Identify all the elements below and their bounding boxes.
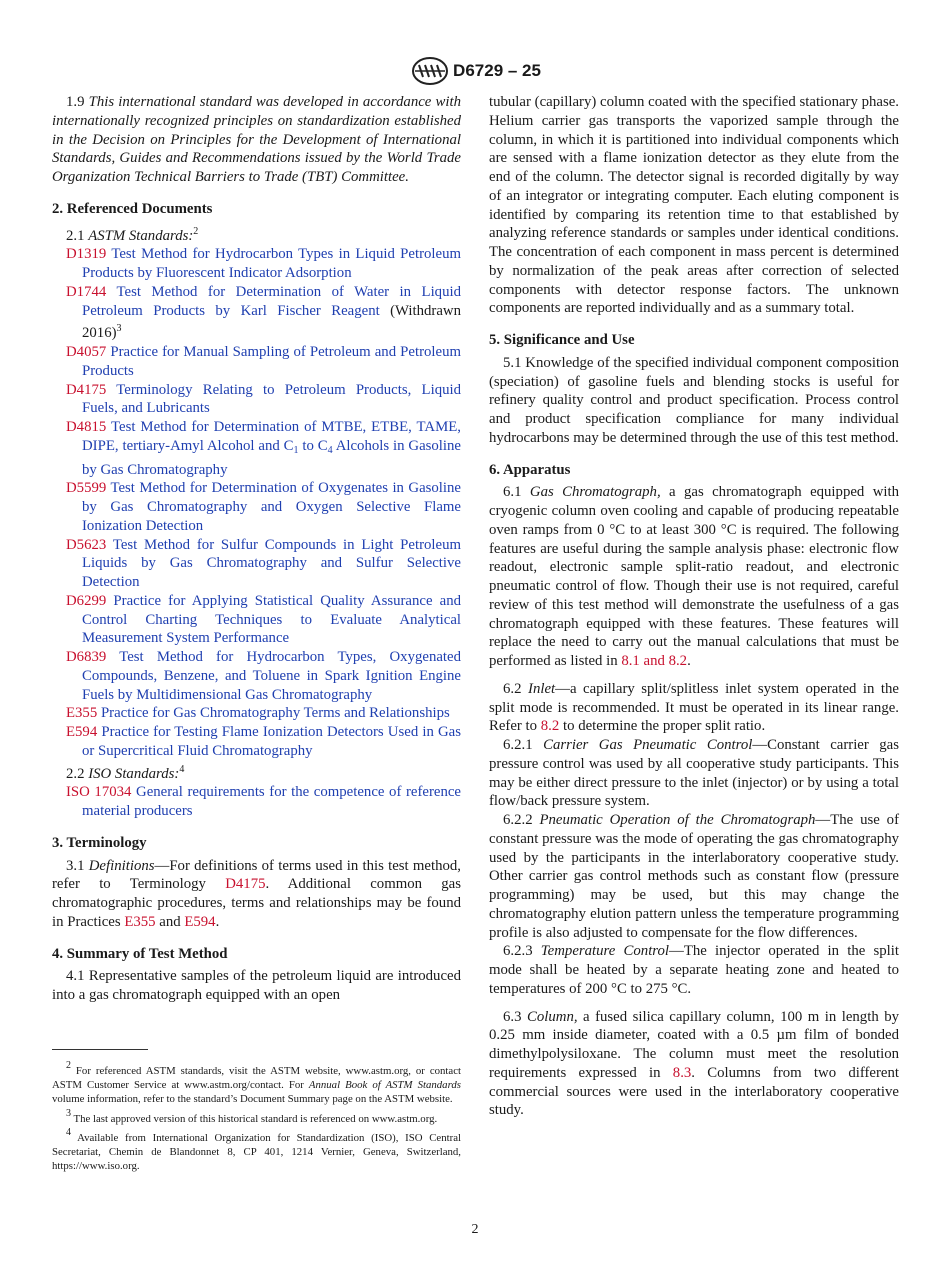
ref-d4057[interactable]: D4057 Practice for Manual Sampling of Petroleum and Petroleum Products	[66, 344, 461, 379]
link-e355[interactable]: E355	[124, 913, 156, 930]
ref-d4815[interactable]: D4815 Test Method for Determination of MTBE, ETBE, TAME, DIPE, tertiary-Amyl Alcohol and $C_1$ to $C_4$ Alcohols in Gasoline by Gas Chromatography	[66, 419, 461, 478]
astm-logo-icon	[409, 56, 451, 86]
paragraph-6-1: 6.1 Gas Chromatograph, a gas chromatograph equipped with cryogenic column oven cooling and capable of producing repeatable oven ramps from 0 °C to at least 300 °C is required. The following features are useful during the sample analysis phase: electronic flow readout, electronic sample split-ratio readout, and electronic pneumatic control of flow. Though their use is not required, careful review of this test method will demonstrate the usefulness of a gas chromatograph equipped with these features. These features will replace the need to carry out the manual calculations that must be performed as listed in 8.1 and 8.2.	[489, 484, 900, 669]
paragraph-6-2-2: 6.2.2 Pneumatic Operation of the Chromatograph—The use of constant pressure was the mode of operating the gas chromatography used by the participants in the interlaboratory cooperative study. Other carrier gas control methods such as constant flow (pressure programming) may be used, but this may change the chromatography elution pattern unless the temperature programming profile is also adjusted to compensate for the flow differences.	[489, 812, 899, 941]
page-number: 2	[471, 1222, 479, 1237]
ref-d6839[interactable]: D6839 Test Method for Hydrocarbon Types, Oxygenated Compounds, Benzene, and Toluene in Spark Ignition Engine Fuels by Multidimensional Gas Chromatography	[66, 649, 461, 703]
footnotes	[52, 1059, 461, 1173]
link-8-2[interactable]: 8.2	[540, 718, 560, 735]
link-e594[interactable]: E594	[184, 913, 216, 930]
ref-iso-17034[interactable]: ISO 17034 General requirements for the competence of reference material producers	[66, 784, 461, 819]
paragraph-6-2-1: 6.2.1 Carrier Gas Pneumatic Control—Constant carrier gas pressure control was used by all cooperative study participants. This may be either direct pressure to the inlet (injector) or by using a total flow/back pressure system.	[489, 737, 899, 810]
paragraph-4-1-continued: tubular (capillary) column coated with the specified stationary phase. Helium carrier gas transports the vaporized sample through the column, in which it is partitioned into individual components which are sensed with a flame ionization detector as they elute from the end of the column. The detector signal is recorded digitally by way of an integrator or integrating computer. Each eluting component is identified by comparing its retention time to that established by analyzing reference standards or samples under identical conditions. The concentration of each component in mass percent is determined by normalization of the peak areas after correction of selected components with detector response factors. The unknown components are reported individually and as a summary total.	[489, 94, 899, 317]
footnote-3: 3 The last approved version of this historical standard is referenced on www.astm.org.	[66, 1107, 438, 1125]
ref-d4175[interactable]: D4175 Terminology Relating to Petroleum Products, Liquid Fuels, and Lubricants	[66, 381, 461, 417]
paragraph-6-3: 6.3 Column, a fused silica capillary column, 100 m in length by 0.25 mm inside diameter, coated with a 0.5 µm film of bonded dimethylpolysiloxane. The column must meet the resolution requirements expressed in 8.3. Columns from two different commercial sources were used in the interlaboratory cooperative study.	[489, 1008, 899, 1119]
ref-d6299[interactable]: D6299 Practice for Applying Statistical Quality Assurance and Control Charting Techniques to Evaluate Analytical Measurement System Performance	[66, 592, 461, 647]
link-8-3[interactable]: 8.3	[672, 1064, 692, 1081]
ref-d5599[interactable]: D5599 Test Method for Determination of Oxygenates in Gasoline by Gas Chromatography and Oxygen Selective Flame Ionization Detection	[66, 480, 461, 534]
left-column	[52, 93, 461, 1005]
paragraph-6-2-3: 6.2.3 Temperature Control—The injector operated in the split mode shall be heated by a separate heating zone and heated to temperatures of 200 °C to 275 °C.	[489, 943, 900, 997]
ref-d1319[interactable]: D1319 Test Method for Hydrocarbon Types in Liquid Petroleum Products by Fluorescent Indicator Adsorption	[66, 246, 461, 281]
section-5-heading: 5. Significance and Use	[489, 332, 635, 348]
link-8-1-and-8-2[interactable]: 8.1 and 8.2	[621, 653, 688, 669]
footnote-divider	[52, 1049, 148, 1050]
paragraph-3-1: 3.1 Definitions—For definitions of terms used in this test method, refer to Terminology D4175. Additional common gas chromatographic procedures, terms and relationships may be found in Practices E355 and E594.	[52, 857, 462, 930]
iso-standards-label: 2.2 ISO Standards:$^4$	[66, 763, 185, 782]
astm-standards-label: 2.1 ASTM Standards:$^2$	[66, 225, 199, 244]
paragraph-5-1: 5.1 Knowledge of the specified individual component composition (speciation) of gasoline fuels and blending stocks is useful for refinery quality control and product specification. Process control and product specification compliance for many individual hydrocarbons may be determined through the use of this test method.	[489, 354, 899, 446]
standard-designation: D6729 – 25	[453, 61, 541, 80]
ref-e355[interactable]: E355 Practice for Gas Chromatography Terms and Relationships	[66, 705, 450, 722]
footnote-2: 2 For referenced ASTM standards, visit the ASTM website, www.astm.org, or contact ASTM Customer Service at www.astm.org/contact. For Annual Book of ASTM Standards volume information, refer to the standard’s Document Summary page on the ASTM website.	[52, 1060, 461, 1106]
right-column	[489, 93, 899, 1120]
paragraph-6-2: 6.2 Inlet—a capillary split/splitless inlet system operated in the split mode is recommended. It must be operated in its linear range. Refer to 8.2 to determine the proper split ratio.	[489, 680, 900, 735]
section-4-heading: 4. Summary of Test Method	[52, 945, 228, 962]
link-d4175[interactable]: D4175	[225, 876, 266, 893]
ref-d1744[interactable]: D1744 Test Method for Determination of Water in Liquid Petroleum Products by Karl Fischer Reagent (Withdrawn 2016)$^3$	[66, 283, 461, 342]
ref-e594[interactable]: E594 Practice for Testing Flame Ionization Detectors Used in Gas or Supercritical Fluid Chromatography	[66, 724, 461, 759]
section-6-heading: 6. Apparatus	[489, 461, 571, 478]
section-3-heading: 3. Terminology	[52, 834, 147, 851]
footnote-4: 4 Available from International Organization for Standardization (ISO), ISO Central Secretariat, Chemin de Blandonnet 8, CP 401, 1214 Vernier, Geneva, Switzerland, https://www.iso.org.	[52, 1126, 461, 1173]
section-2-heading: 2. Referenced Documents	[52, 200, 213, 217]
paragraph-1-9: 1.9 This international standard was developed in accordance with internationally recognized principles on standardization established in the Decision on Principles for the Development of International Standards, Guides and Recommendations issued by the World Trade Organization Technical Barriers to Trade (TBT) Committee.	[52, 94, 461, 185]
paragraph-4-1-start: 4.1 Representative samples of the petroleum liquid are introduced into a gas chromatograph equipped with an open	[52, 968, 461, 1003]
ref-d5623[interactable]: D5623 Test Method for Sulfur Compounds in Light Petroleum Liquids by Gas Chromatography and Sulfur Selective Detection	[66, 536, 461, 590]
page-header	[0, 56, 950, 86]
